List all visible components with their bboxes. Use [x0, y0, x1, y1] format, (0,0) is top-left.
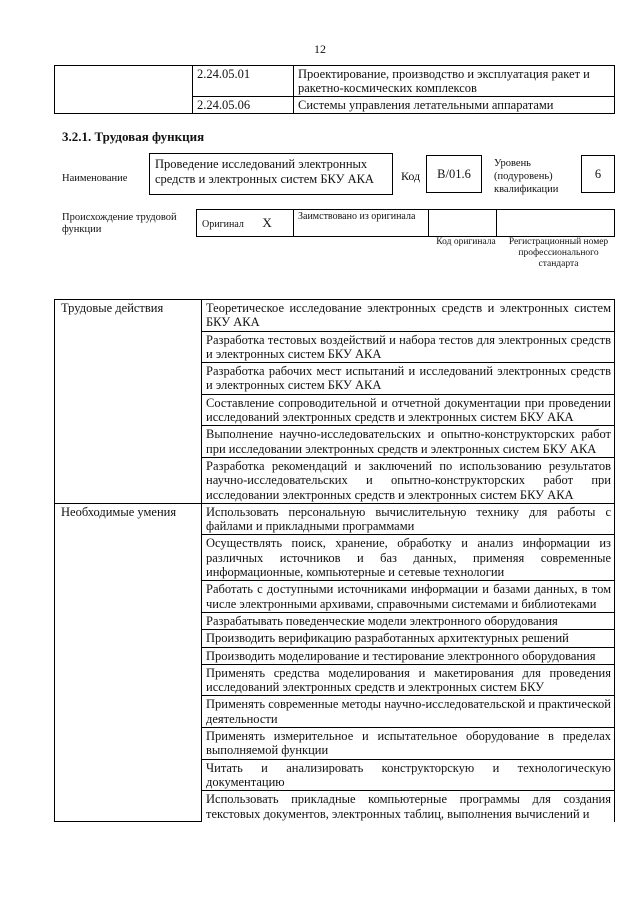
name-label: Наименование: [62, 173, 128, 184]
origin-table: [196, 209, 615, 237]
list-item: Теоретическое исследование электронных средств и электронных систем БКУ АКА: [202, 300, 615, 332]
function-code-box: B/01.6: [426, 155, 482, 193]
list-item: Читать и анализировать конструкторскую и технологическую документацию: [202, 759, 615, 791]
labor-actions-label: Трудовые действия: [55, 300, 202, 504]
list-item: Работать с доступными источниками информации и базами данных, в том числе электронными архивами, справочными системами и библиотеками: [202, 581, 615, 613]
list-item: Разрабатывать поведенческие модели электронного оборудования: [202, 612, 615, 629]
specialty-name: Системы управления летательными аппаратами: [294, 97, 615, 114]
list-item: Производить верификацию разработанных архитектурных решений: [202, 630, 615, 647]
list-item: Выполнение научно-исследовательских и опытно-конструкторских работ при исследовании электронных средств и электронных систем БКУ АКА: [202, 426, 615, 458]
original-mark: X: [262, 214, 272, 230]
specialty-code: 2.24.05.06: [193, 97, 294, 114]
list-item: Применять современные методы научно-исследовательской и практической деятельности: [202, 696, 615, 728]
page-number: 12: [314, 42, 326, 56]
list-item: Использовать прикладные компьютерные программы для создания текстовых документов, электронных таблиц, выполнения вычислений и: [202, 791, 615, 822]
list-item: Применять средства моделирования и макетирования для проведения исследований электронных средств и электронных систем БКУ: [202, 664, 615, 696]
table-row: [55, 66, 615, 97]
empty-cell: [55, 66, 193, 114]
list-item: Производить моделирование и тестирование электронного оборудования: [202, 647, 615, 664]
reg-number-label: Регистрационный номер профессионального стандарта: [508, 237, 609, 269]
code-original-cell: [429, 210, 497, 237]
level-box: 6: [581, 155, 615, 193]
list-item: Составление сопроводительной и отчетной документации при проведении исследований электронных средств и электронных систем БКУ АКА: [202, 394, 615, 426]
list-item: Разработка рекомендаций и заключений по использованию результатов научно-исследовательских и опытно-конструкторских работ при исследовании электронных средств и электронных систем БКУ АКА: [202, 457, 615, 503]
original-cell: [197, 210, 294, 237]
list-item: Использовать персональную вычислительную технику для работы с файлами и прикладными программами: [202, 503, 615, 535]
list-item: Осуществлять поиск, хранение, обработку и анализ информации из различных источников и баз данных, применяя современные информационные, компьютерные и сетевые технологии: [202, 535, 615, 581]
specialty-name: Проектирование, производство и эксплуатация ракет и ракетно-космических комплексов: [294, 66, 615, 97]
specialty-code: 2.24.05.01: [193, 66, 294, 97]
table-row: [55, 503, 615, 535]
list-item: Разработка рабочих мест испытаний и исследований электронных средств и электронных систем БКУ АКА: [202, 363, 615, 395]
level-label: Уровень (подуровень) квалификации: [494, 158, 559, 195]
function-details-table: [54, 299, 615, 822]
required-skills-label: Необходимые умения: [55, 503, 202, 821]
origin-label: Происхождение трудовой функции: [62, 212, 177, 235]
code-label: Код: [401, 169, 421, 183]
original-label: Оригинал: [202, 218, 244, 230]
function-name-box: Проведение исследований электронных средств и электронных систем БКУ АКА: [149, 153, 393, 195]
list-item: Применять измерительное и испытательное оборудование в пределах выполняемой функции: [202, 728, 615, 760]
section-heading: 3.2.1. Трудовая функция: [62, 129, 205, 144]
borrowed-label: Заимствовано из оригинала: [294, 210, 429, 237]
table-row: [55, 300, 615, 332]
list-item: Разработка тестовых воздействий и набора тестов для электронных средств и электронных систем БКУ АКА: [202, 331, 615, 363]
code-original-label: Код оригинала: [436, 237, 496, 247]
specialty-table: [54, 65, 615, 114]
reg-number-cell: [497, 210, 615, 237]
